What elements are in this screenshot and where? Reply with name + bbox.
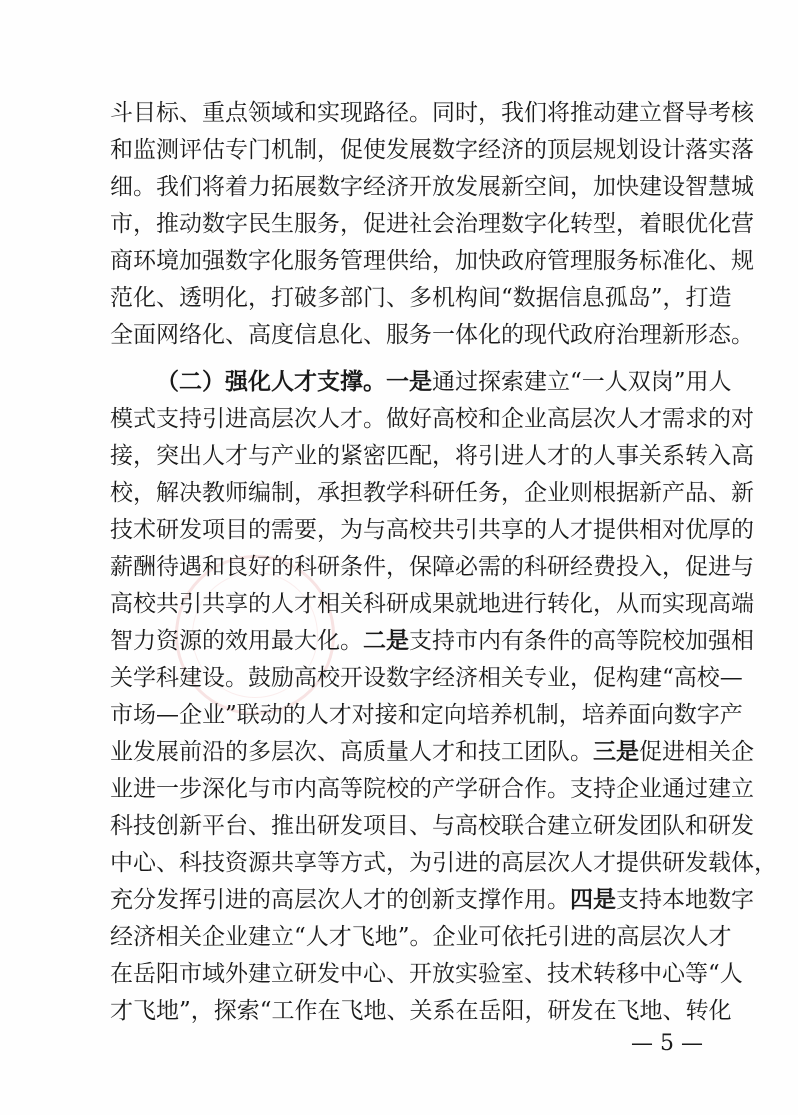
text-line [110,513,754,547]
text-line [110,207,754,241]
line-text: 全面网络化、高度信息化、服务一体化的现代政府治理新形态。 [110,322,754,348]
line-text: 业进一步深化与市内高等院校的产学研合作。支持企业通过建立 [110,776,754,802]
section-heading-bold: （二）强化人才支撑。一是 [156,368,432,395]
text-line [110,772,754,806]
text-line [110,281,732,315]
text-line [110,133,754,167]
line-text: 斗目标、重点领域和实现路径。同时，我们将推动建立督导考核 [110,100,754,126]
line-text: 才飞地”，探索“工作在飞地、关系在岳阳，研发在飞地、转化 [110,998,732,1024]
text-line [110,476,754,510]
line-text: 薪酬待遇和良好的科研条件，保障必需的科研经费投入，促进与 [110,554,754,580]
text-line [110,402,754,436]
line-text: 科技创新平台、推出研发项目、与高校联合建立研发团队和研发 [110,813,754,839]
line-text: 中心、科技资源共享等方式，为引进的高层次人才提供研发载体， [110,850,777,876]
line-text: 和监测评估专门机制，促使发展数字经济的顶层规划设计落实落 [110,137,754,163]
text-line [110,318,754,352]
line-text: 高校共引共享的人才相关科研成果就地进行转化，从而实现高端 [110,591,754,617]
text-line [110,957,743,991]
text-line [110,587,754,621]
line-text: 模式支持引进高层次人才。做好高校和企业高层次人才需求的对 [110,406,754,432]
text-line [110,920,732,954]
line-text: 接，突出人才与产业的紧密匹配，将引进人才的人事关系转入高 [110,443,754,469]
line-text: 范化、透明化，打破多部门、多机构间“数据信息孤岛”，打造 [110,285,732,311]
text-line [156,365,732,399]
text-line [110,550,754,584]
line-text: 细。我们将着力拓展数字经济开放发展新空间，加快建设智慧城 [110,174,754,200]
line-text: 技术研发项目的需要，为与高校共引共享的人才提供相对优厚的 [110,517,754,543]
line-text: 经济相关企业建立“人才飞地”。企业可依托引进的高层次人才 [110,924,732,950]
line-text: 促进相关企 [639,739,754,765]
text-line [110,735,754,769]
line-text: 校，解决教师编制，承担教学科研任务，企业则根据新产品、新 [110,480,754,506]
line-text: 充分发挥引进的高层次人才的创新支撑作用。 [110,887,570,913]
text-line [110,170,754,204]
line-text: 业发展前沿的多层次、高质量人才和技工团队。 [110,739,593,765]
line-text: 支持本地数字 [616,887,754,913]
line-text: 在岳阳市域外建立研发中心、开放实验室、技术转移中心等“人 [110,961,743,987]
line-text: 关学科建设。鼓励高校开设数字经济相关专业，促构建“高校— [110,665,743,691]
text-line [110,883,754,917]
line-text: 通过探索建立“一人双岗”用人 [432,369,732,395]
point-marker-bold: 三是 [593,738,639,765]
text-line [110,96,754,130]
text-line [110,244,754,278]
text-line [110,624,754,658]
text-line [110,439,754,473]
text-line [110,661,743,695]
line-text: 市，推动数字民生服务，促进社会治理数字化转型，着眼优化营 [110,211,754,237]
line-text: 支持市内有条件的高等院校加强相 [409,628,754,654]
point-marker-bold: 二是 [363,627,409,654]
line-text: 智力资源的效用最大化。 [110,628,363,654]
text-line [110,994,732,1028]
line-text: 商环境加强数字化服务管理供给，加快政府管理服务标准化、规 [110,248,754,274]
text-line [110,846,777,880]
text-line [110,809,754,843]
point-marker-bold: 四是 [570,886,616,913]
text-line [110,698,743,732]
page-number: — 5 — [631,1031,703,1056]
line-text: 市场—企业”联动的人才对接和定向培养机制，培养面向数字产 [110,702,743,728]
